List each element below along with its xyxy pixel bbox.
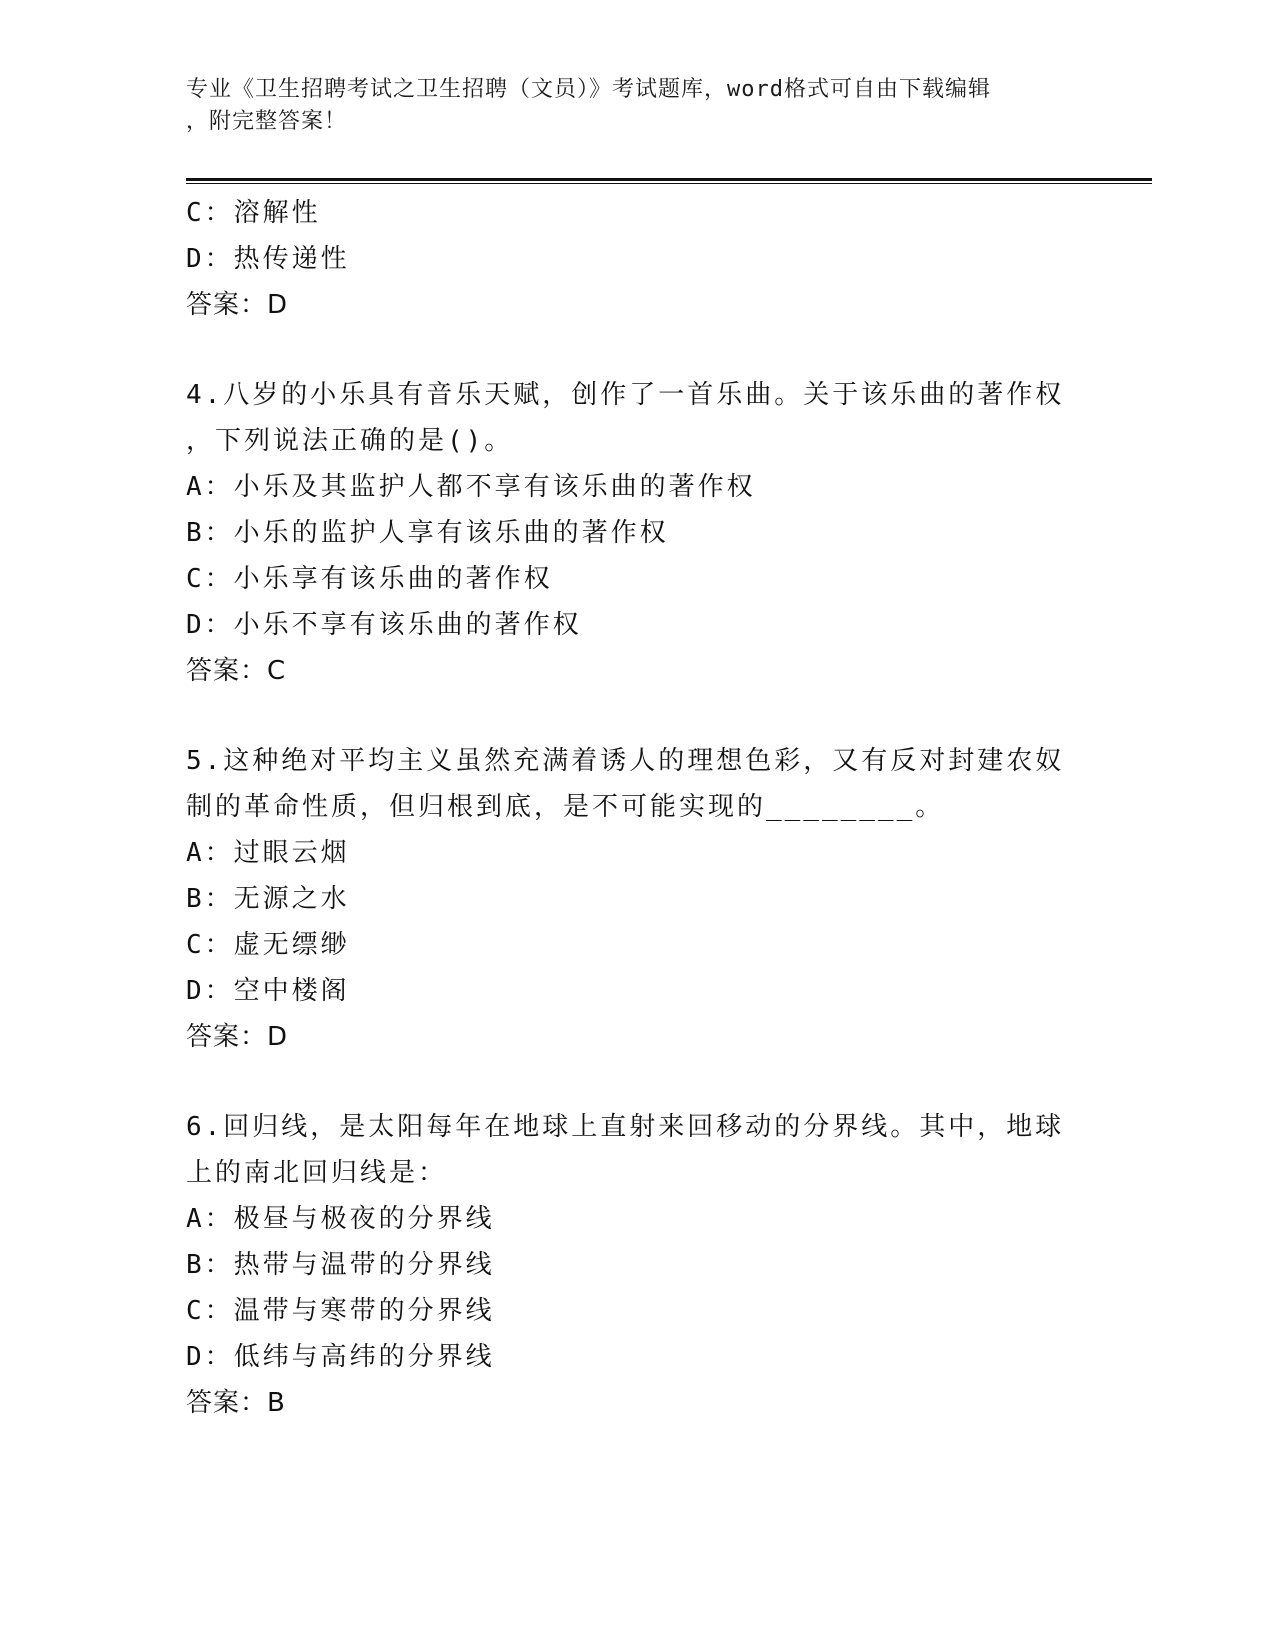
option-c: C：温带与寒带的分界线: [186, 1296, 495, 1326]
option-d: D：热传递性: [186, 244, 350, 274]
question-block-3-continued: [186, 190, 1086, 328]
question-text: [186, 738, 1086, 830]
option-a: A：小乐及其监护人都不享有该乐曲的著作权: [186, 472, 756, 502]
question-text-line: 上的南北回归线是：: [186, 1158, 448, 1188]
spacer: [186, 328, 1086, 372]
question-text-line: 5.这种绝对平均主义虽然充满着诱人的理想色彩，又有反对封建农奴: [186, 746, 1065, 776]
option-d: D：小乐不享有该乐曲的著作权: [186, 610, 582, 640]
option-d: D：空中楼阁: [186, 976, 350, 1006]
option-c: C：虚无缥缈: [186, 930, 350, 960]
question-text-line: 6.回归线，是太阳每年在地球上直射来回移动的分界线。其中，地球: [186, 1112, 1065, 1142]
question-list: [186, 190, 1086, 1426]
header-rule-thick: [186, 178, 1152, 181]
question-block-5: [186, 738, 1086, 1060]
spacer: [186, 1060, 1086, 1104]
answer-line: 答案：C: [186, 656, 287, 686]
question-text-line: 制的革命性质，但归根到底，是不可能实现的________。: [186, 792, 945, 822]
spacer: [186, 694, 1086, 738]
header-line-1: 专业《卫生招聘考试之卫生招聘（文员）》考试题库，word格式可自由下载编辑: [186, 77, 991, 102]
question-text-line: 4.八岁的小乐具有音乐天赋，创作了一首乐曲。关于该乐曲的著作权: [186, 380, 1065, 410]
answer-line: 答案：D: [186, 290, 289, 320]
question-text-line: ，下列说法正确的是()。: [186, 426, 514, 456]
question-block-4: [186, 372, 1086, 694]
option-c: C：小乐享有该乐曲的著作权: [186, 564, 553, 594]
question-block-6: [186, 1104, 1086, 1426]
answer-line: 答案：D: [186, 1022, 289, 1052]
option-a: A：过眼云烟: [186, 838, 350, 868]
header-line-2: ，附完整答案！: [186, 109, 348, 134]
question-text: [186, 372, 1086, 464]
option-a: A：极昼与极夜的分界线: [186, 1204, 495, 1234]
option-c: C：溶解性: [186, 198, 321, 228]
option-b: B：热带与温带的分界线: [186, 1250, 495, 1280]
option-b: B：无源之水: [186, 884, 350, 914]
header-rule-thin: [186, 183, 1152, 184]
page-header: [186, 74, 1076, 138]
answer-line: 答案：B: [186, 1388, 286, 1418]
option-d: D：低纬与高纬的分界线: [186, 1342, 495, 1372]
option-b: B：小乐的监护人享有该乐曲的著作权: [186, 518, 669, 548]
question-text: [186, 1104, 1086, 1196]
